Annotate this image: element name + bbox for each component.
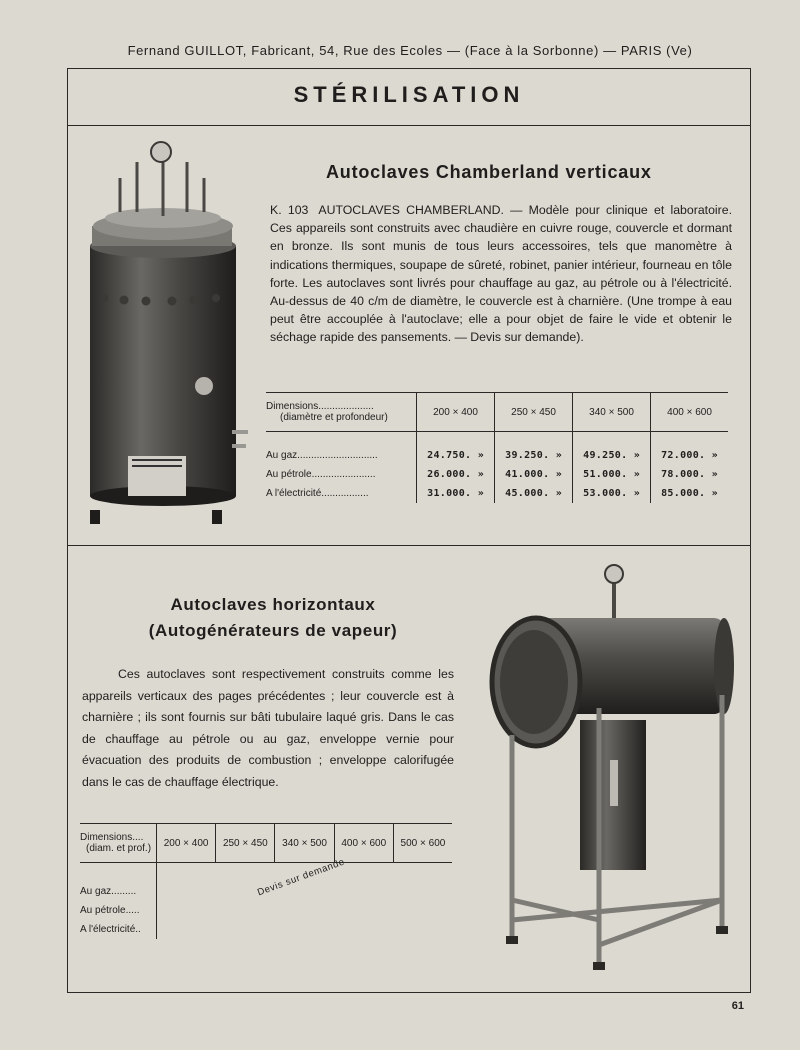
- price-cell: 78.000. »: [651, 465, 728, 484]
- section-divider: [67, 545, 751, 546]
- quote-on-request-note: Devis sur demande: [256, 856, 347, 899]
- column-header: 500 × 600: [393, 824, 452, 863]
- column-header: 250 × 450: [216, 824, 275, 863]
- price-cell: 39.250. »: [495, 446, 573, 465]
- dimensions-sublabel: (diam. et prof.): [86, 843, 152, 854]
- row-label: Au gaz.............................: [266, 450, 378, 461]
- catalog-ref: K. 103: [270, 203, 309, 217]
- price-cell: 24.750. »: [417, 446, 495, 465]
- dimensions-label: Dimensions....: [80, 832, 144, 843]
- section1-heading: Autoclaves Chamberland verticaux: [326, 162, 652, 182]
- table-header-row: [80, 824, 452, 863]
- price-cell: 85.000. »: [651, 484, 728, 503]
- section2-heading-line1: Autoclaves horizontaux: [170, 595, 376, 614]
- title-band: [67, 68, 751, 126]
- horizontal-dimensions-table: [80, 823, 452, 939]
- table-row: [266, 484, 728, 503]
- column-header: 400 × 600: [651, 393, 728, 432]
- table-row: [80, 901, 452, 920]
- table-row: [266, 446, 728, 465]
- row-label: Au gaz.........: [80, 886, 137, 897]
- section2-heading-line2: (Autogénérateurs de vapeur): [148, 621, 398, 640]
- column-header: 340 × 500: [275, 824, 334, 863]
- page-title: STÉRILISATION: [293, 82, 525, 107]
- section2-heading: [123, 592, 423, 644]
- page-number: 61: [731, 1000, 744, 1012]
- column-header: 200 × 400: [157, 824, 216, 863]
- price-cell: 53.000. »: [573, 484, 651, 503]
- dimensions-label-cell: [266, 393, 417, 432]
- table-header-row: [266, 393, 728, 432]
- row-label: Au pétrole.....: [80, 905, 140, 916]
- price-cell: 41.000. »: [495, 465, 573, 484]
- column-header: 340 × 500: [573, 393, 651, 432]
- column-header: 400 × 600: [334, 824, 393, 863]
- vertical-autoclave-illustration: [82, 138, 252, 528]
- column-header: 250 × 450: [495, 393, 573, 432]
- price-cell: 26.000. »: [417, 465, 495, 484]
- price-cell: 31.000. »: [417, 484, 495, 503]
- table-row: [80, 920, 452, 939]
- section1-text: AUTOCLAVES CHAMBERLAND. — Modèle pour clinique et laboratoire. Ces appareils sont construits avec chaudière en cuivre rouge, couvercle et dormant en bronze. Ils sont munis de tous leurs accessoires, tels que manomètre à indications thermiques, soupape de sûreté, robinet, panier intérieur, fourneau en tôle forte. Les autoclaves sont livrés pour chauffage au gaz, au pétrole ou à l'électricité. Au-dessus de 40 c/m de diamètre, le couvercle est à charnière. (Une trompe à eau peut être accouplée à l'autoclave; elle a pour objet de faire le vide et obtenir le séchage rapide des pansements. — Devis sur demande).: [270, 203, 732, 345]
- page-header: Fernand GUILLOT, Fabricant, 54, Rue des Ecoles — (Face à la Sorbonne) — PARIS (Ve): [127, 43, 693, 58]
- horizontal-autoclave-illustration: [464, 560, 740, 980]
- section1-description: [270, 201, 732, 347]
- price-cell: 72.000. »: [651, 446, 728, 465]
- price-cell: 45.000. »: [495, 484, 573, 503]
- dimensions-sublabel: (diamètre et profondeur): [280, 412, 388, 423]
- row-label: Au pétrole.......................: [266, 469, 376, 480]
- dimensions-label-cell: [80, 824, 157, 863]
- vertical-price-table: [266, 392, 728, 503]
- row-label: A l'électricité..: [80, 924, 141, 935]
- dimensions-label: Dimensions....................: [266, 401, 374, 412]
- price-cell: 51.000. »: [573, 465, 651, 484]
- price-cell: 49.250. »: [573, 446, 651, 465]
- section2-description: Ces autoclaves sont respectivement construits comme les appareils verticaux des pages précédentes ; leur couvercle est à charnière ; ils sont fournis sur bâti tubulaire laqué gris. Dans le cas de chauffage au pétrole ou au gaz, enveloppe vernie pour évacuation des produits de combustion ; enveloppe calorifugée dans le cas de chauffage électrique.: [82, 667, 454, 789]
- row-label: A l'électricité.................: [266, 488, 369, 499]
- column-header: 200 × 400: [417, 393, 495, 432]
- table-row: [266, 465, 728, 484]
